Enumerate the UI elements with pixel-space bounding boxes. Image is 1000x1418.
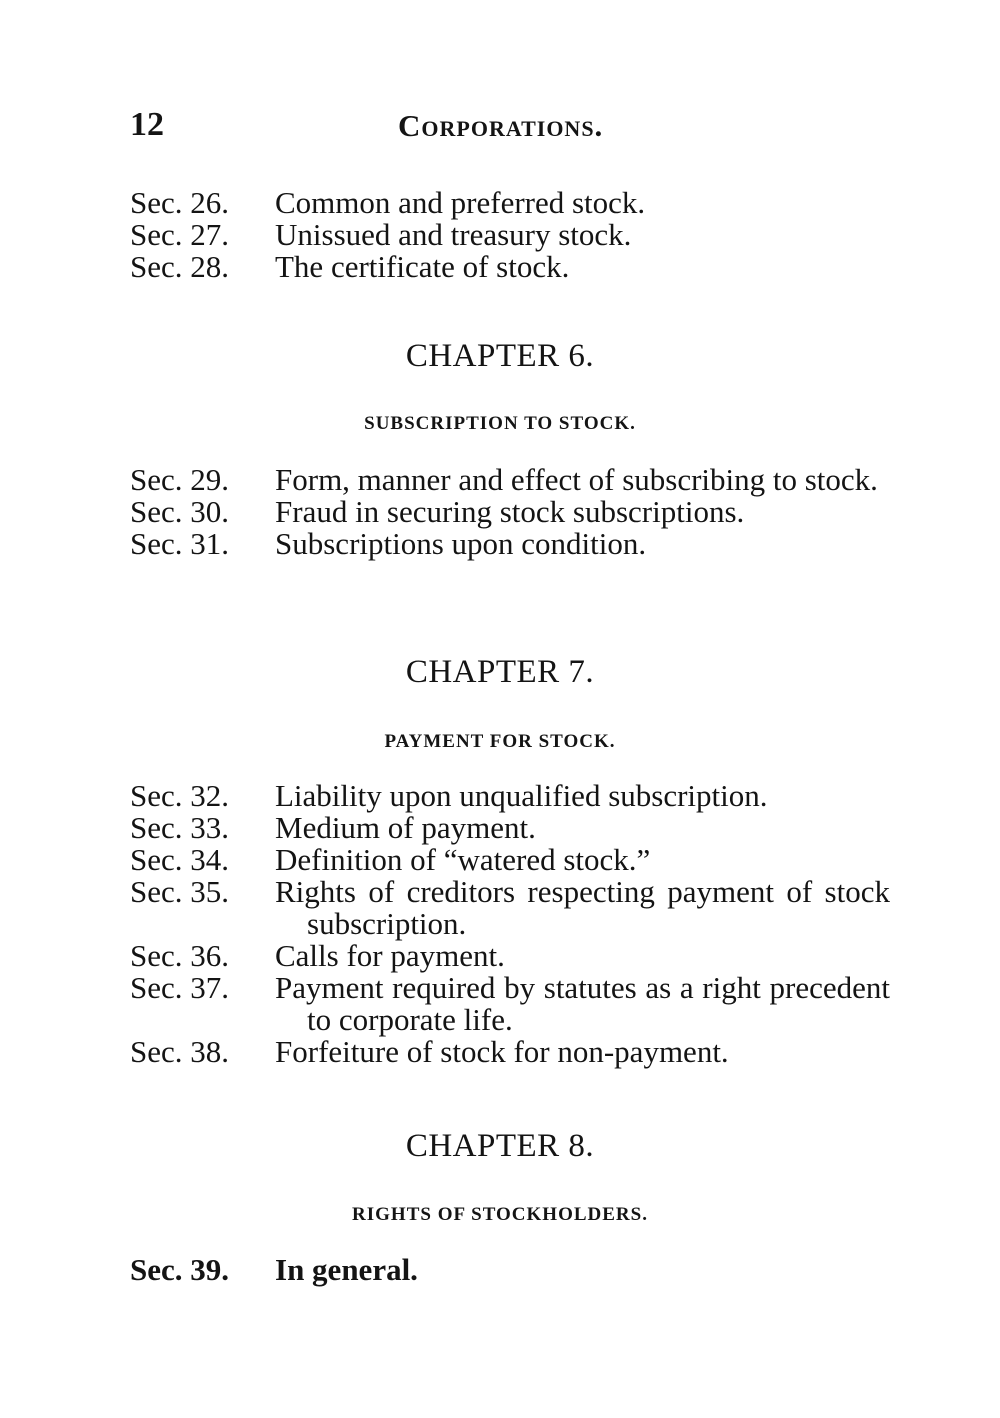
section-title: Liability upon unqualified subscription. xyxy=(275,778,768,813)
section-title: Medium of payment. xyxy=(275,810,536,845)
section-number: Sec. 31. xyxy=(130,526,230,561)
section-title: Subscriptions upon condition. xyxy=(275,526,647,561)
chapter-subtitle: SUBSCRIPTION TO STOCK. xyxy=(364,413,636,434)
section-list-chapter-7 xyxy=(130,780,890,1068)
section-entry xyxy=(130,187,890,219)
section-number: Sec. 30. xyxy=(130,494,230,529)
section-title: Common and preferred stock. xyxy=(275,185,646,220)
section-title: Definition of “watered stock.” xyxy=(275,842,651,877)
section-number: Sec. 33. xyxy=(130,810,230,845)
chapter-title: CHAPTER 8. xyxy=(405,1128,595,1164)
section-number: Sec. 29. xyxy=(130,462,230,497)
section-entry xyxy=(130,812,890,844)
section-entry xyxy=(130,972,890,1036)
section-title: Forfeiture of stock for non-payment. xyxy=(275,1034,729,1069)
chapter-subtitle: PAYMENT FOR STOCK. xyxy=(384,731,616,752)
section-entry xyxy=(130,780,890,812)
section-number: Sec. 26. xyxy=(130,185,230,220)
section-list-chapter-6 xyxy=(130,464,890,560)
section-number: Sec. 34. xyxy=(130,842,230,877)
section-entry xyxy=(130,1036,890,1068)
section-entry xyxy=(130,528,890,560)
section-entry xyxy=(130,844,890,876)
running-title: Corporations. xyxy=(398,108,604,143)
section-entry xyxy=(130,496,890,528)
section-title: Calls for payment. xyxy=(275,938,505,973)
page-number: 12 xyxy=(130,106,164,143)
section-list-chapter-8 xyxy=(130,1254,890,1286)
chapter-title: CHAPTER 7. xyxy=(405,654,595,690)
section-number: Sec. 38. xyxy=(130,1034,230,1069)
section-number: Sec. 28. xyxy=(130,249,230,284)
section-entry xyxy=(130,251,890,283)
section-number: Sec. 32. xyxy=(130,778,230,813)
chapter-title: CHAPTER 6. xyxy=(405,338,595,374)
section-entry xyxy=(130,940,890,972)
section-title: In general. xyxy=(275,1252,418,1287)
section-entry xyxy=(130,464,890,496)
section-number: Sec. 36. xyxy=(130,938,230,973)
section-number: Sec. 35. xyxy=(130,874,230,909)
section-entry xyxy=(130,1254,890,1286)
chapter-subtitle: RIGHTS OF STOCKHOLDERS. xyxy=(352,1204,648,1225)
section-number: Sec. 39. xyxy=(130,1252,230,1287)
section-title: Unissued and treasury stock. xyxy=(275,217,632,252)
section-number: Sec. 27. xyxy=(130,217,230,252)
section-title: Payment required by statutes as a right precedent to corporate life. xyxy=(275,970,890,1037)
section-entry xyxy=(130,219,890,251)
page-header xyxy=(130,106,890,150)
section-number: Sec. 37. xyxy=(130,970,230,1005)
section-entry xyxy=(130,876,890,940)
section-list-intro xyxy=(130,187,890,283)
section-title: Rights of creditors respecting payment of stock subscription. xyxy=(275,874,890,941)
section-title: Fraud in securing stock subscriptions. xyxy=(275,494,745,529)
section-title: Form, manner and effect of subscribing to stock. xyxy=(275,462,878,497)
section-title: The certificate of stock. xyxy=(275,249,570,284)
